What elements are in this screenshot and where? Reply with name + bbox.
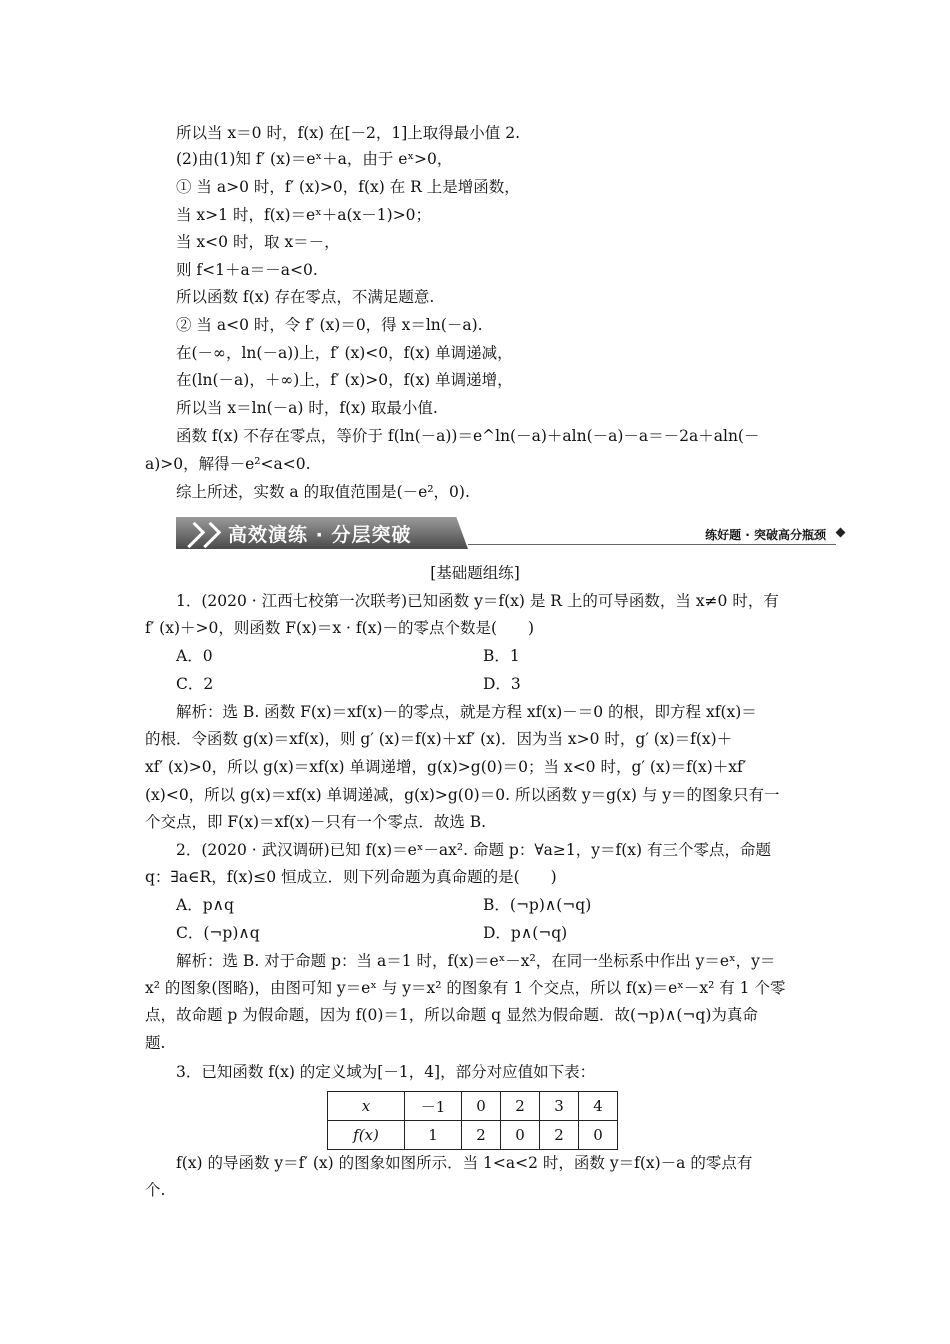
banner-rule — [468, 544, 836, 545]
solution-line: 解析：选 B. 函数 F(x)＝xf(x)－的零点，就是方程 xf(x)－＝0 的根，即方程 xf(x)＝ — [176, 703, 757, 721]
table-row — [328, 1121, 618, 1150]
table-cell: －1 — [405, 1092, 462, 1121]
text-line: 在(－∞，ln(－a))上，f′ (x)<0，f(x) 单调递减， — [176, 344, 513, 362]
table-cell: f(x) — [328, 1121, 405, 1150]
solution-line: 解析：选 B. 对于命题 p：当 a＝1 时，f(x)＝eˣ－x²，在同一坐标系中作出 y＝eˣ，y＝ — [176, 952, 776, 970]
question-line: 个. — [145, 1181, 166, 1199]
solution-line: 的根．令函数 g(x)＝xf(x)，则 g′ (x)＝f(x)＋xf′ (x)．因为当 x>0 时，g′ (x)＝f(x)＋ — [145, 730, 733, 748]
option-a: A．0 — [176, 647, 213, 665]
text-line: 综上所述，实数 a 的取值范围是(－e²，0). — [176, 483, 470, 501]
table-cell: 2 — [540, 1121, 579, 1150]
text-line: 所以函数 f(x) 存在零点，不满足题意. — [176, 288, 435, 306]
section-title: [基础题组练] — [430, 564, 520, 582]
table-row — [328, 1092, 618, 1121]
option-row — [176, 645, 805, 667]
solution-line: x² 的图象(图略)，由图可知 y＝eˣ 与 y＝x² 的图象有 1 个交点，所以 f(x)＝eˣ－x² 有 1 个零 — [145, 979, 786, 997]
text-line: 当 x>1 时，f(x)＝eˣ＋a(x－1)>0； — [176, 206, 432, 224]
option-c: C．2 — [176, 675, 214, 693]
solution-line: (x)<0，所以 g(x)＝xf(x) 单调递减，g(x)>g(0)＝0. 所以函数 y＝g(x) 与 y＝的图象只有一 — [145, 786, 780, 804]
option-row — [176, 894, 805, 916]
text-line: 当 x<0 时，取 x＝－， — [176, 233, 340, 251]
option-d: D．3 — [483, 675, 521, 693]
table-cell: 4 — [579, 1092, 618, 1121]
banner-subtitle: 练好题 · 突破高分瓶颈 — [705, 528, 826, 542]
option-row — [176, 922, 805, 944]
question-line: f(x) 的导函数 y＝f′ (x) 的图象如图所示．当 1<a<2 时，函数 y＝f(x)－a 的零点有 — [176, 1154, 753, 1172]
text-line: a)>0，解得－e²<a<0. — [145, 455, 311, 473]
question-line: q：∃a∈R，f(x)≤0 恒成立．则下列命题为真命题的是( ) — [145, 868, 557, 886]
text-line: 则 f<1＋a＝－a<0. — [176, 261, 318, 279]
solution-line: 点，故命题 p 为假命题，因为 f(0)＝1，所以命题 q 显然为假命题．故(¬p)∧(¬q)为真命 — [145, 1006, 758, 1024]
option-row — [176, 673, 805, 695]
solution-line: 个交点，即 F(x)＝xf(x)－只有一个零点．故选 B. — [145, 813, 487, 831]
table-cell: x — [328, 1092, 405, 1121]
option-c: C．(¬p)∧q — [176, 924, 260, 942]
diamond-icon — [836, 528, 846, 538]
question-line: 1．(2020 · 江西七校第一次联考)已知函数 y＝f(x) 是 R 上的可导函数，当 x≠0 时，有 — [176, 592, 779, 610]
table-cell: 2 — [501, 1092, 540, 1121]
option-b: B．(¬p)∧(¬q) — [483, 896, 592, 914]
text-line: (2)由(1)知 f′ (x)＝eˣ＋a，由于 eˣ>0， — [176, 150, 453, 168]
table-cell: 1 — [405, 1121, 462, 1150]
question-line: 2．(2020 · 武汉调研)已知 f(x)＝eˣ－ax². 命题 p：∀a≥1，y＝f(x) 有三个零点，命题 — [176, 841, 772, 859]
option-d: D．p∧(¬q) — [483, 924, 568, 942]
table-cell: 0 — [501, 1121, 540, 1150]
text-line: 函数 f(x) 不存在零点，等价于 f(ln(－a))＝e^ln(－a)＋aln(－a)－a＝－2a＋aln(－ — [176, 427, 760, 445]
table-cell: 3 — [540, 1092, 579, 1121]
table-cell: 0 — [462, 1092, 501, 1121]
text-line: 在(ln(－a)，＋∞)上，f′ (x)>0，f(x) 单调递增， — [176, 371, 513, 389]
solution-line: 题. — [145, 1034, 166, 1052]
text-line: ① 当 a>0 时，f′ (x)>0，f(x) 在 R 上是增函数， — [176, 178, 520, 196]
table-cell: 0 — [579, 1121, 618, 1150]
banner-title: 高效演练 · 分层突破 — [228, 524, 412, 546]
text-line: 所以当 x＝ln(－a) 时，f(x) 取最小值. — [176, 399, 438, 417]
solution-line: xf′ (x)>0，所以 g(x)＝xf(x) 单调递增，g(x)>g(0)＝0；当 x<0 时，g′ (x)＝f(x)＋xf′ — [145, 758, 747, 776]
question-line: f′ (x)＋>0，则函数 F(x)＝x · f(x)－的零点个数是( ) — [145, 619, 535, 637]
section-banner — [176, 517, 848, 549]
option-a: A．p∧q — [176, 896, 234, 914]
text-line: ② 当 a<0 时，令 f′ (x)＝0，得 x＝ln(－a). — [176, 316, 483, 334]
value-table — [327, 1091, 618, 1150]
table-cell: 2 — [462, 1121, 501, 1150]
text-line: 所以当 x＝0 时，f(x) 在[－2，1]上取得最小值 2. — [176, 124, 520, 142]
question-line: 3．已知函数 f(x) 的定义域为[－1，4]，部分对应值如下表： — [176, 1063, 596, 1081]
option-b: B．1 — [483, 647, 520, 665]
